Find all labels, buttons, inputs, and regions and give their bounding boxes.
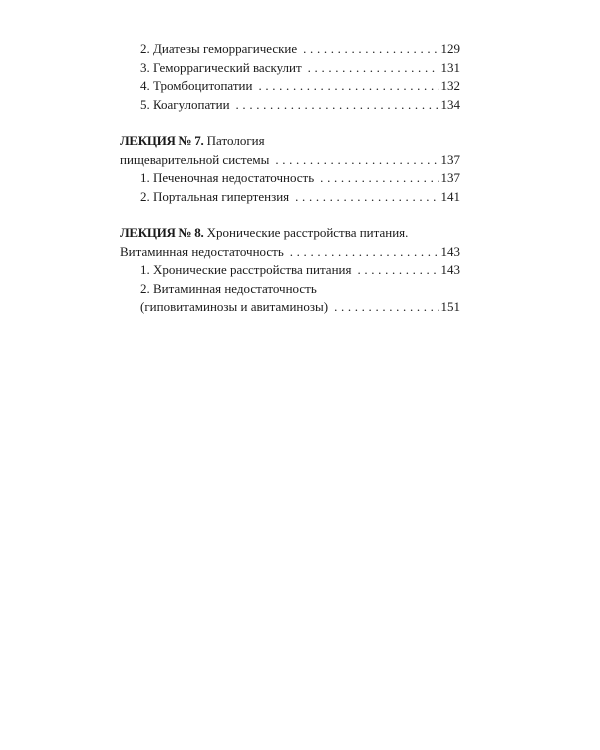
lecture-title-line1: Хронические расстройства питания. bbox=[203, 225, 409, 240]
lecture-heading bbox=[120, 132, 460, 151]
section-gap bbox=[120, 206, 460, 224]
toc-entry bbox=[120, 59, 460, 78]
toc-entry-multiline bbox=[120, 280, 460, 299]
dot-leader bbox=[290, 243, 439, 262]
toc-entry-page: 143 bbox=[440, 262, 460, 277]
dot-leader bbox=[275, 151, 438, 170]
toc-entry-title-line2: (гиповитаминозы и авитаминозы) bbox=[140, 299, 329, 314]
toc-entry bbox=[120, 169, 460, 188]
toc-entry bbox=[120, 261, 460, 280]
toc-entry-title: 4. Тромбоцитопатии bbox=[140, 78, 253, 93]
toc-entry bbox=[120, 40, 460, 59]
lecture-label: ЛЕКЦИЯ № 8. bbox=[120, 225, 204, 240]
toc-entry-title: 3. Геморрагический васкулит bbox=[140, 59, 302, 75]
table-of-contents bbox=[120, 40, 460, 317]
toc-entry-page: 131 bbox=[440, 59, 460, 75]
lecture-heading-continued bbox=[120, 151, 460, 170]
dot-leader bbox=[303, 40, 438, 59]
lecture-heading bbox=[120, 224, 460, 243]
toc-entry-page: 132 bbox=[440, 78, 460, 93]
section-gap bbox=[120, 114, 460, 132]
dot-leader bbox=[334, 298, 438, 317]
lecture-title-line2: пищеварительной системы bbox=[120, 151, 270, 167]
toc-entry-page: 141 bbox=[440, 188, 460, 204]
lecture-label: ЛЕКЦИЯ № 7. bbox=[120, 133, 204, 148]
toc-entry-title: 2. Диатезы геморрагические bbox=[140, 41, 298, 56]
dot-leader bbox=[308, 59, 439, 78]
toc-entry bbox=[120, 96, 460, 115]
toc-entry-page: 151 bbox=[440, 299, 460, 314]
dot-leader bbox=[320, 169, 438, 188]
toc-entry bbox=[120, 77, 460, 96]
lecture-title-line1: Патология bbox=[203, 133, 265, 148]
lecture-heading-continued bbox=[120, 243, 460, 262]
dot-leader bbox=[236, 96, 439, 115]
lecture-page: 143 bbox=[440, 243, 460, 259]
toc-entry-title: 1. Хронические расстройства питания bbox=[140, 262, 352, 277]
dot-leader bbox=[357, 261, 438, 280]
toc-entry-page: 134 bbox=[440, 96, 460, 112]
toc-entry-title: 5. Коагулопатии bbox=[140, 96, 230, 112]
toc-entry-page: 137 bbox=[440, 170, 460, 185]
toc-entry-title-line1: 2. Витаминная недостаточность bbox=[140, 280, 317, 296]
toc-entry-page: 129 bbox=[440, 41, 460, 56]
toc-entry-continued bbox=[120, 298, 460, 317]
toc-entry-title: 2. Портальная гипертензия bbox=[140, 188, 290, 204]
toc-entry bbox=[120, 188, 460, 207]
lecture-title-line2: Витаминная недостаточность bbox=[120, 243, 284, 259]
toc-entry-title: 1. Печеночная недостаточность bbox=[140, 170, 315, 185]
dot-leader bbox=[258, 77, 438, 96]
lecture-page: 137 bbox=[440, 151, 460, 167]
dot-leader bbox=[295, 188, 438, 207]
